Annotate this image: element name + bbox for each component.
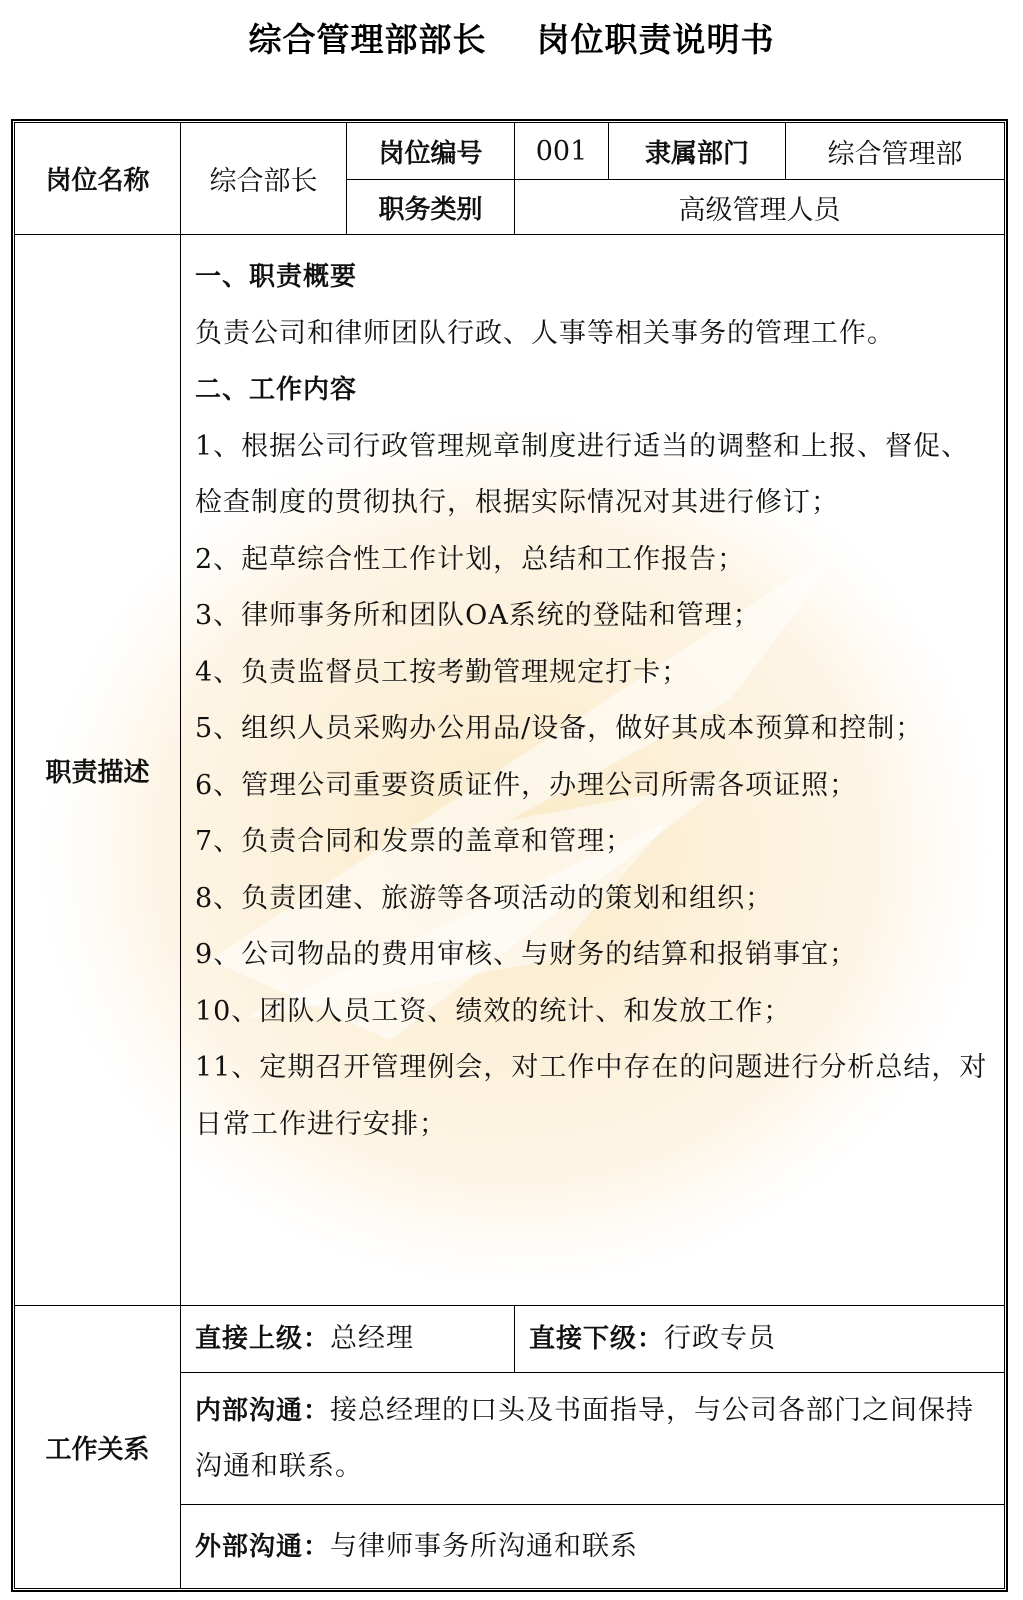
category-value: 高级管理人员: [515, 180, 1005, 235]
duty-item: 1、根据公司行政管理规章制度进行适当的调整和上报、督促、检查制度的贯彻执行，根据实际情况对其进行修订；: [195, 430, 970, 518]
duty-item: 7、负责合同和发票的盖章和管理；: [195, 826, 634, 857]
duty-item: 2、起草综合性工作计划，总结和工作报告；: [195, 543, 746, 575]
post-no-label: 岗位编号: [347, 123, 515, 180]
duty-item: 8、负责团建、旅游等各项活动的策划和组织；: [195, 882, 774, 914]
external-value: 与律师事务所沟通和联系: [330, 1530, 639, 1562]
subordinate-cell: [515, 1306, 1005, 1373]
dept-value: 综合管理部: [786, 123, 1005, 180]
duty-item: 10、团队人员工资、绩效的统计、和发放工作；: [195, 995, 792, 1027]
summary-heading: 一、职责概要: [195, 262, 358, 292]
job-description-table: [14, 122, 1005, 1589]
duty-item: 9、公司物品的费用审核、与财务的结算和报销事宜；: [195, 939, 858, 970]
internal-communication-cell: [181, 1373, 1005, 1505]
superior-cell: [181, 1306, 515, 1373]
post-no-value: 001: [515, 123, 609, 180]
content-heading: 二、工作内容: [195, 375, 358, 405]
duties-content: [181, 235, 1005, 1306]
post-name-label: 岗位名称: [15, 123, 181, 235]
duty-item: 3、律师事务所和团队OA系统的登陆和管理；: [195, 600, 761, 631]
superior-label: 直接上级：: [195, 1324, 331, 1354]
summary-text: 负责公司和律师团队行政、人事等相关事务的管理工作。: [195, 317, 895, 349]
subordinate-label: 直接下级：: [529, 1324, 665, 1354]
category-label: 职务类别: [347, 180, 515, 235]
duty-item: 11、定期召开管理例会，对工作中存在的问题进行分析总结，对日常工作进行安排；: [195, 1052, 988, 1140]
document-title: 综合管理部部长 岗位职责说明书: [248, 20, 775, 59]
superior-value: 总经理: [330, 1323, 415, 1354]
dept-label: 隶属部门: [609, 123, 786, 180]
duty-item: 5、组织人员采购办公用品/设备，做好其成本预算和控制；: [195, 713, 924, 744]
post-name-value: 综合部长: [181, 123, 347, 235]
duty-item: 4、负责监督员工按考勤管理规定打卡；: [195, 656, 690, 688]
external-communication-cell: [181, 1505, 1005, 1589]
subordinate-value: 行政专员: [664, 1323, 777, 1354]
external-label: 外部沟通：: [195, 1531, 331, 1562]
internal-value: 接总经理的口头及书面指导，与公司各部门之间保持沟通和联系。: [195, 1394, 975, 1482]
relations-label: 工作关系: [15, 1306, 181, 1589]
internal-label: 内部沟通：: [195, 1395, 331, 1426]
duties-label: 职责描述: [15, 235, 181, 1306]
duty-item: 6、管理公司重要资质证件，办理公司所需各项证照；: [195, 769, 858, 801]
